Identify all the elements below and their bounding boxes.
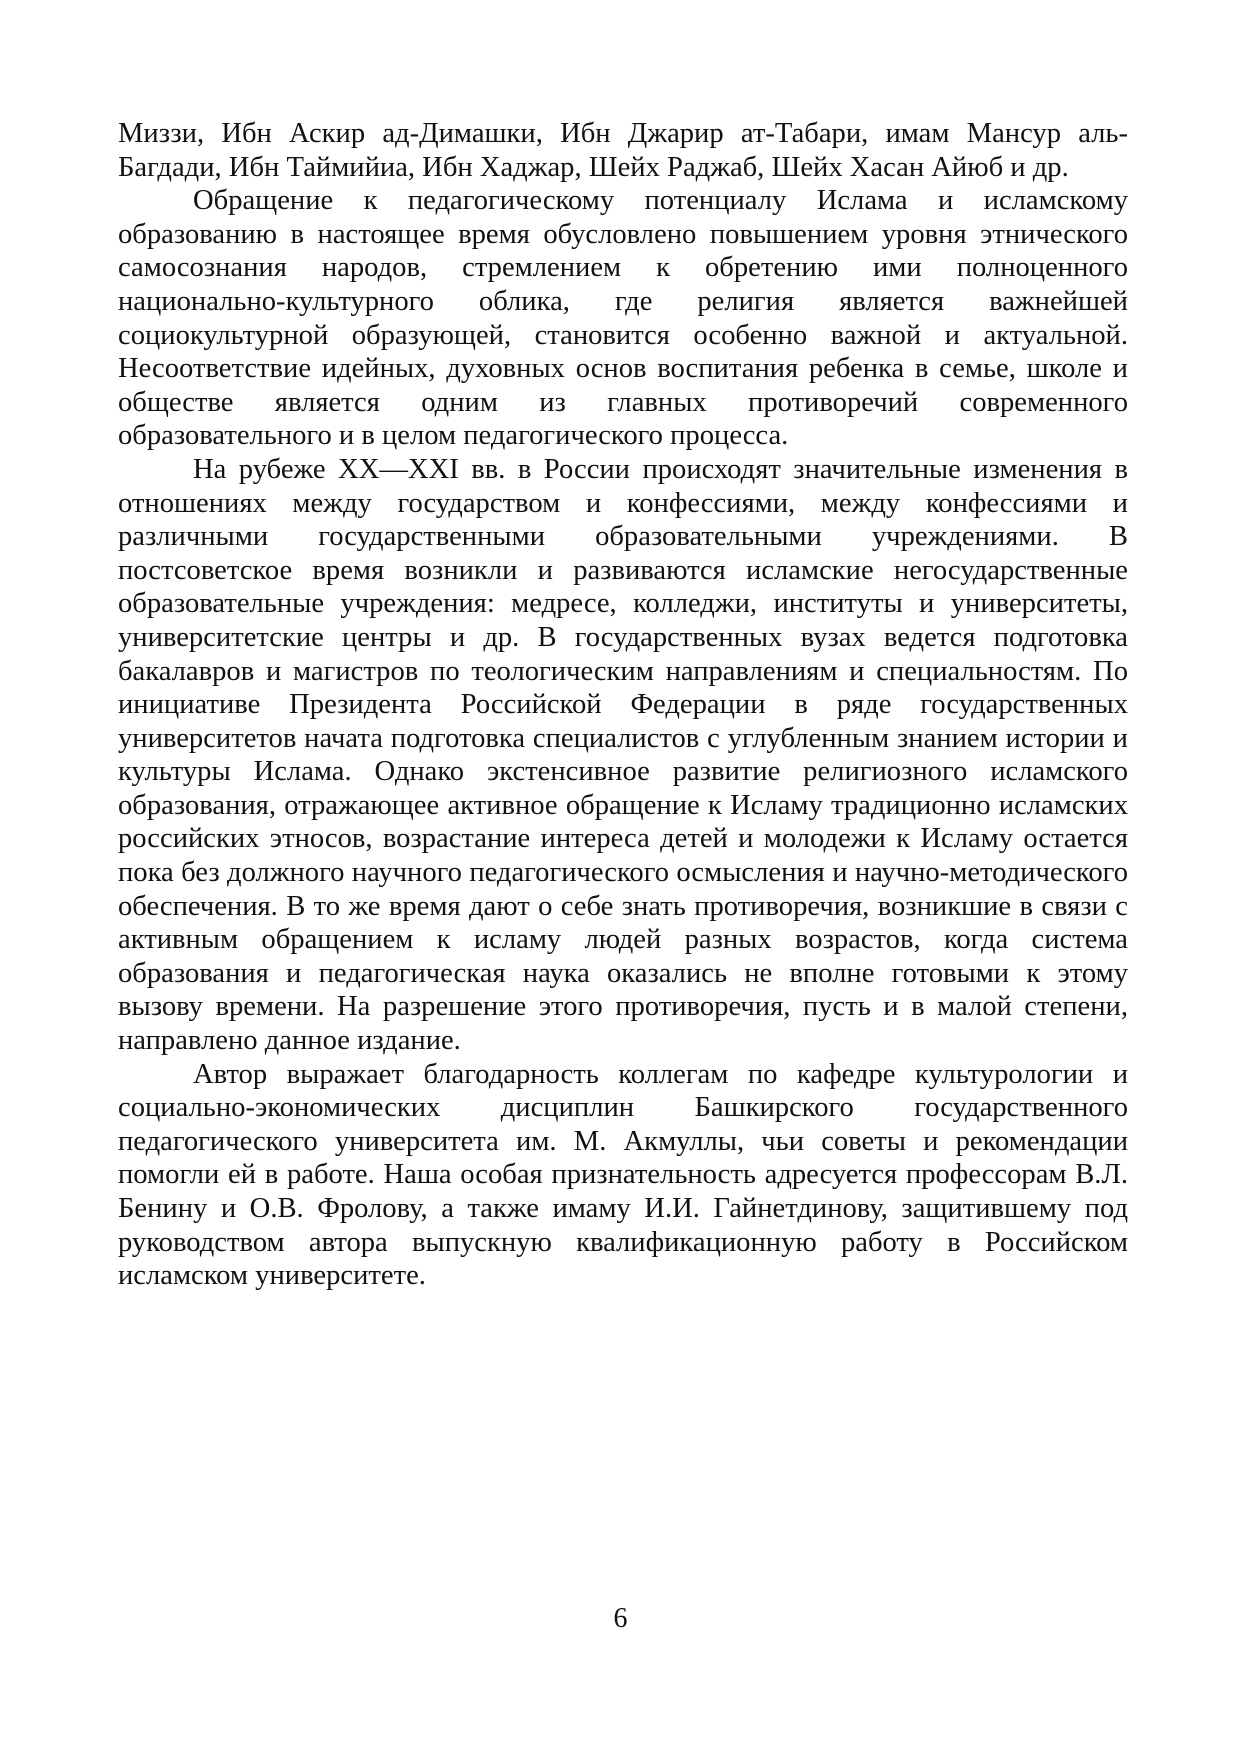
page-number: 6 [613,1603,628,1634]
body-text [118,117,1128,1293]
paragraph-pedagogical-potential: Обращение к педагогическому потенциалу Ислама и исламскому образованию в настоящее время обусловлено повышением уровня этнического самосознания народов, стремлением к обретению ими полноценного национально-культурного облика, где религия является важнейшей социокультурной образующей, становится особенно важной и актуальной. Несоответствие идейных, духовных основ воспитания ребенка в семье, школе и обществе является одним из главных противоречий современного образовательного и в целом педагогического процесса. [118,185,1128,452]
paragraph-education-changes: На рубеже XX—XXI вв. в России происходят значительные изменения в отношениях между государством и конфессиями, между конфессиями и различными государственными образовательными учреждениями. В постсоветское время возникли и развиваются исламские негосударственные образовательные учреждения: медресе, колледжи, институты и университеты, университетские центры и др. В государственных вузах ведется подготовка бакалавров и магистров по теологическим направлениям и специальностям. По инициативе Президента Российской Федерации в ряде государственных университетов начата подготовка специалистов с углубленным знанием истории и культуры Ислама. Однако экстенсивное развитие религиозного исламского образования, отражающее активное обращение к Исламу традиционно исламских российских этносов, возрастание интереса детей и молодежи к Исламу остается пока без должного научного педагогического осмысления и научно-методического обеспечения. В то же время дают о себе знать противоречия, возникшие в связи с активным обращением к исламу людей разных возрастов, когда система образования и педагогическая наука оказались не вполне готовыми к этому вызову времени. На разрешение этого противоречия, пусть и в малой степени, направлено данное издание. [118,453,1128,1057]
paragraph-acknowledgements: Автор выражает благодарность коллегам по кафедре культурологии и социально-экономических дисциплин Башкирского государственного педагогического университета им. М. Акмуллы, чьи советы и рекомендации помогли ей в работе. Наша особая признательность адресуется профессорам В.Л. Бенину и О.В. Фролову, а также имаму И.И. Гайнетдинову, защитившему под руководством автора выпускную квалификационную работу в Российском исламском университете. [118,1058,1128,1292]
paragraph-continuation: Миззи, Ибн Аскир ад-Димашки, Ибн Джарир ат-Табари, имам Мансур аль-Багдади, Ибн Таймийиа, Ибн Хаджар, Шейх Раджаб, Шейх Хасан Айюб и др. [118,118,1128,183]
